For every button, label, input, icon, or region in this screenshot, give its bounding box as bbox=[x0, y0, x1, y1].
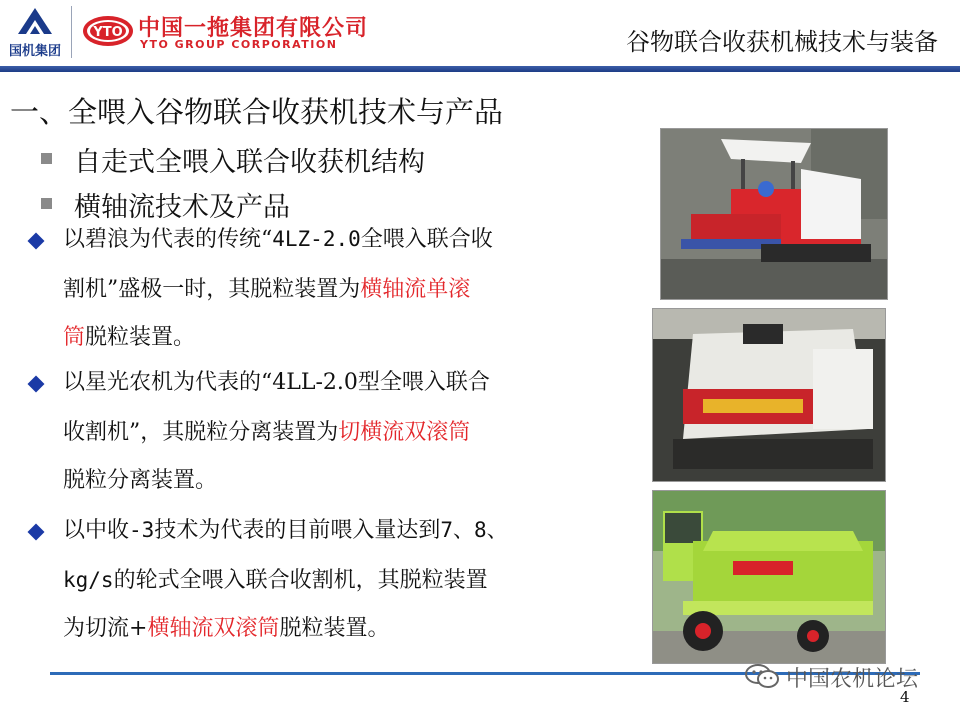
text-segment: 脱粒装置。 bbox=[85, 325, 196, 350]
text-segment: 收割机”，其脱粒分离装置为 bbox=[63, 420, 339, 445]
text-segment: 的轮式全喂入联合收割机，其脱粒装置 bbox=[113, 568, 488, 593]
diamond-bullet-icon bbox=[28, 524, 45, 541]
text-segment: 割机”盛极一时，其脱粒装置为 bbox=[63, 277, 361, 302]
text-segment: 7、8、 bbox=[440, 518, 508, 542]
slide-title: 谷物联合收获机械技术与装备 bbox=[626, 28, 938, 56]
header-rule bbox=[0, 66, 960, 72]
text-segment: 技术为代表的目前喂入量达到 bbox=[154, 518, 441, 543]
sub-heading-transverse-flow: 横轴流技术及产品 bbox=[74, 192, 290, 223]
bullet-1-line-2 bbox=[63, 272, 470, 303]
yto-company-name-en: YTO GROUP CORPORATION bbox=[140, 38, 338, 51]
square-bullet-icon bbox=[41, 153, 52, 164]
yto-logo-icon bbox=[82, 14, 134, 48]
yto-company-name-cn: 中国一拖集团有限公司 bbox=[138, 16, 369, 41]
text-segment: 全喂入联合收 bbox=[360, 227, 493, 252]
bullet-1-line-1 bbox=[63, 222, 493, 253]
page-number: 4 bbox=[900, 688, 910, 706]
photo-zhongshou-wheeled-harvester bbox=[652, 490, 886, 664]
diamond-bullet-icon bbox=[28, 376, 45, 393]
text-segment: 脱粒分离装置。 bbox=[63, 468, 218, 493]
highlight-text: 筒 bbox=[63, 325, 86, 350]
text-segment: 为切流+ bbox=[63, 616, 148, 641]
watermark-text: 中国农机论坛 bbox=[786, 667, 919, 692]
diamond-bullet-icon bbox=[28, 233, 45, 250]
yto-badge-text: YTO bbox=[93, 25, 123, 40]
square-bullet-icon bbox=[41, 198, 52, 209]
bullet-2-line-1 bbox=[63, 365, 490, 396]
text-segment: -3 bbox=[129, 518, 155, 542]
bullet-3-line-1 bbox=[63, 513, 508, 544]
slide-header bbox=[0, 0, 960, 70]
text-segment: 以中收 bbox=[63, 518, 130, 543]
text-segment: 脱粒装置。 bbox=[279, 616, 390, 641]
bullet-3-line-3 bbox=[63, 611, 389, 642]
sub-heading-structure: 自走式全喂入联合收获机结构 bbox=[74, 147, 425, 178]
text-segment: 以星光农机为代表的“4LL-2.0型全喂入联合 bbox=[63, 370, 490, 395]
bullet-1-line-3 bbox=[63, 320, 195, 351]
text-segment: 4LZ-2.0 bbox=[272, 227, 361, 251]
header-divider bbox=[71, 6, 72, 58]
highlight-text: 横轴流双滚筒 bbox=[147, 616, 280, 641]
highlight-text: 横轴流单滚 bbox=[360, 277, 471, 302]
photo-xingguang-4ll-harvester bbox=[652, 308, 886, 482]
bullet-3-line-2 bbox=[63, 563, 488, 594]
section-heading: 一、全喂入谷物联合收获机技术与产品 bbox=[10, 95, 504, 129]
text-segment: 以碧浪为代表的传统“ bbox=[63, 227, 273, 252]
highlight-text: 切横流双滚筒 bbox=[338, 420, 471, 445]
photo-bilang-4lz-harvester bbox=[660, 128, 888, 300]
wechat-icon bbox=[744, 663, 780, 689]
sinomach-label: 国机集团 bbox=[8, 44, 61, 59]
bullet-2-line-3 bbox=[63, 463, 217, 494]
text-segment: kg/s bbox=[63, 568, 114, 592]
bullet-2-line-2 bbox=[63, 415, 470, 446]
